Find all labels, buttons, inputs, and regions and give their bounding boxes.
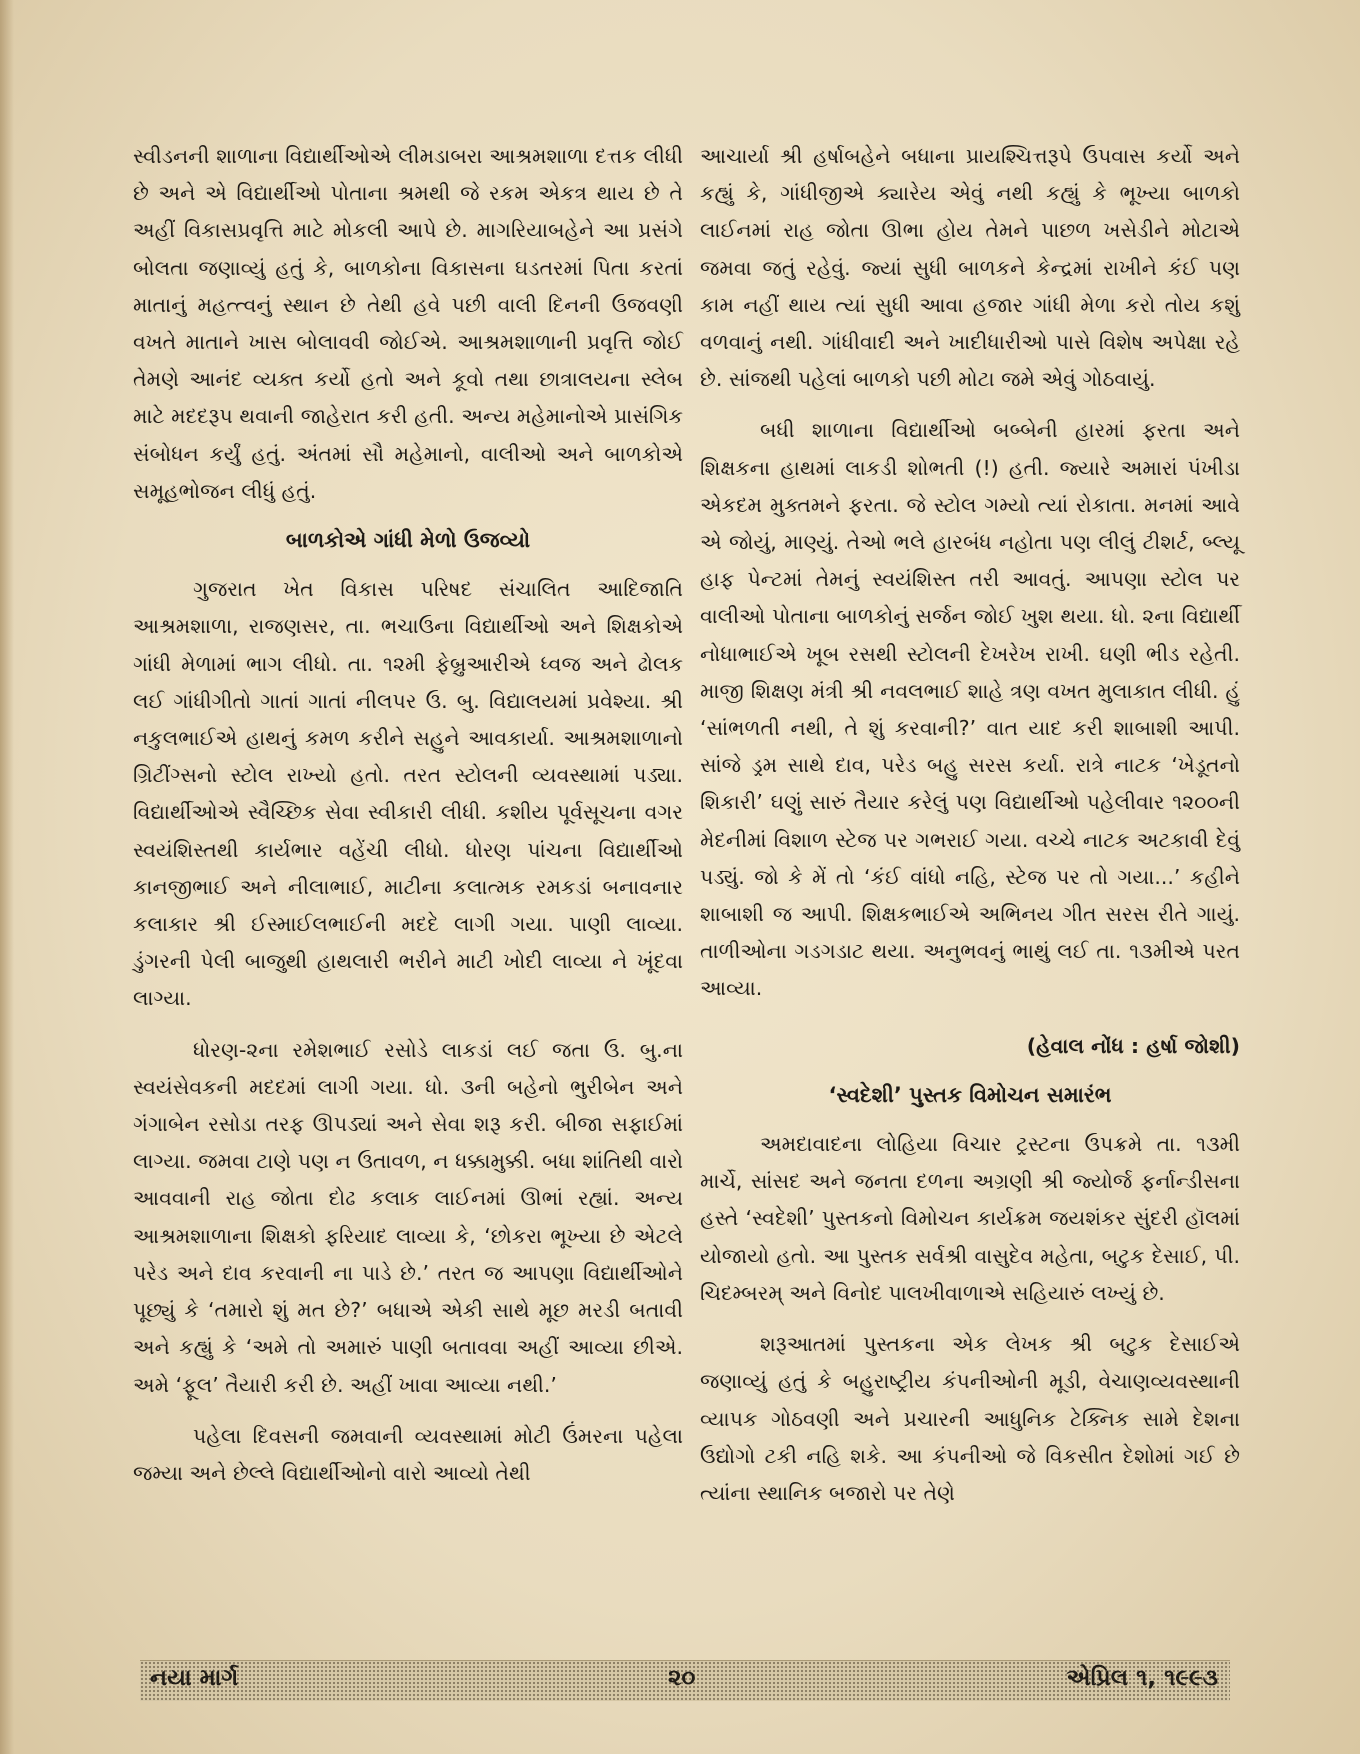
paragraph: ગુજરાત ખેત વિકાસ પરિષદ સંચાલિત આદિજાતિ આશ્રમશાળા, રાજણસર, તા. ભચાઉના વિદ્યાર્થીઓ અને શિક્ષકોએ ગાંધી મેળામાં ભાગ લીધો. તા. ૧૨મી ફેબ્રુઆરીએ ધ્વજ અને ઢોલક લઈ ગાંધીગીતો ગાતાં ગાતાં નીલપર ઉ. બુ. વિદ્યાલયમાં પ્રવેશ્યા. શ્રી નકુલભાઈએ હાથનું કમળ કરીને સહુને આવકાર્યા. આશ્રમશાળાનો ગ્રિટીંગ્સનો સ્ટોલ રાખ્યો હતો. તરત સ્ટોલની વ્યવસ્થામાં પડ્યા. વિદ્યાર્થીઓએ સ્વૈચ્છિક સેવા સ્વીકારી લીધી. કશીય પૂર્વસૂચના વગર સ્વયંશિસ્તથી કાર્યભાર વહેંચી લીધો. ધોરણ પાંચના વિદ્યાર્થીઓ કાનજીભાઈ અને નીલાભાઈ, માટીના કલાત્મક રમકડાં બનાવનાર કલાકાર શ્રી ઈસ્માઈલભાઈની મદદે લાગી ગયા. પાણી લાવ્યા. ડુંગરની પેલી બાજુથી હાથલારી ભરીને માટી ખોદી લાવ્યા ને ખૂંદવા લાગ્યા. (133, 577, 683, 1011)
section-heading: ‘સ્વદેશી’ પુસ્તક વિમોચન સમારંભ (828, 1082, 1112, 1107)
paragraph: શરૂઆતમાં પુસ્તકના એક લેખક શ્રી બટુક દેસાઈએ જણાવ્યું હતું કે બહુરાષ્ટ્રીય કંપનીઓની મૂડી, વેચાણવ્યવસ્થાની વ્યાપક ગોઠવણી અને પ્રચારની આધુનિક ટેક્નિક સામે દેશના ઉદ્યોગો ટકી નહિ શકે. આ કંપનીઓ જે વિકસીત દેશોમાં ગઈ છે ત્યાંના સ્થાનિક બજારો પર તેણે (700, 1332, 1240, 1505)
paragraph: પહેલા દિવસની જમવાની વ્યવસ્થામાં મોટી ઉંમરના પહેલા જમ્યા અને છેલ્લે વિદ્યાર્થીઓનો વારો આવ્યો તેથી (133, 1423, 683, 1485)
magazine-name: નયા માર્ગ (150, 1665, 239, 1691)
paragraph: અમદાવાદના લોહિયા વિચાર ટ્રસ્ટના ઉપક્રમે તા. ૧૩મી માર્ચે, સાંસદ અને જનતા દળના અગ્રણી શ્રી જ્યોર્જ ફર્નાન્ડીસના હસ્તે ‘સ્વદેશી’ પુસ્તકનો વિમોચન કાર્યક્રમ જયશંકર સુંદરી હૉલમાં યોજાયો હતો. આ પુસ્તક સર્વશ્રી વાસુદેવ મહેતા, બટુક દેસાઈ, પી. ચિદમ્બરમ્ અને વિનોદ પાલખીવાળાએ સહિયારું લખ્યું છે. (700, 1132, 1240, 1305)
left-column (133, 138, 683, 1492)
issue-date: એપ્રિલ ૧, ૧૯૯૩ (1066, 1665, 1218, 1691)
paragraph: સ્વીડનની શાળાના વિદ્યાર્થીઓએ લીમડાબરા આશ્રમશાળા દત્તક લીધી છે અને એ વિદ્યાર્થીઓ પોતાના શ્રમથી જે રકમ એકત્ર થાય છે તે અહીં વિકાસપ્રવૃત્તિ માટે મોકલી આપે છે. માગરિયાબહેને આ પ્રસંગે બોલતા જણાવ્યું હતું કે, બાળકોના વિકાસના ઘડતરમાં પિતા કરતાં માતાનું મહત્ત્વનું સ્થાન છે તેથી હવે પછી વાલી દિનની ઉજવણી વખતે માતાને ખાસ બોલાવવી જોઈએ. આશ્રમશાળાની પ્રવૃત્તિ જોઈ તેમણે આનંદ વ્યક્ત કર્યો હતો અને કૂવો તથા છાત્રાલયના સ્લેબ માટે મદદરૂપ થવાની જાહેરાત કરી હતી. અન્ય મહેમાનોએ પ્રાસંગિક સંબોધન કર્યું હતું. અંતમાં સૌ મહેમાનો, વાલીઓ અને બાળકોએ સમૂહભોજન લીધું હતું. (133, 144, 683, 503)
right-column (700, 138, 1240, 1512)
paragraph: બધી શાળાના વિદ્યાર્થીઓ બબ્બેની હારમાં ફરતા અને શિક્ષકના હાથમાં લાકડી શોભતી (!) હતી. જ્યારે અમારાં પંખીડા એકદમ મુક્તમને ફરતા. જે સ્ટોલ ગમ્યો ત્યાં રોકાતા. મનમાં આવે એ જોયું, માણ્યું. તેઓ ભલે હારબંધ નહોતા પણ લીલું ટીશર્ટ, બ્લ્યૂ હાફ પેન્ટમાં તેમનું સ્વયંશિસ્ત તરી આવતું. આપણા સ્ટોલ પર વાલીઓ પોતાના બાળકોનું સર્જન જોઈ ખુશ થયા. ધો. ૨ના વિદ્યાર્થી નોધાભાઈએ ખૂબ રસથી સ્ટોલની દેખરેખ રાખી. ઘણી ભીડ રહેતી. માજી શિક્ષણ મંત્રી શ્રી નવલભાઈ શાહે ત્રણ વખત મુલાકાત લીધી. હું ‘સાંભળતી નથી, તે શું કરવાની?’ વાત યાદ કરી શાબાશી આપી. સાંજે ડ્રમ સાથે દાવ, પરેડ બહુ સરસ કર્યા. રાત્રે નાટક ‘ખેડૂતનો શિકારી’ ઘણું સારું તૈયાર કરેલું પણ વિદ્યાર્થીઓ પહેલીવાર ૧૨૦૦ની મેદનીમાં વિશાળ સ્ટેજ પર ગભરાઈ ગયા. વચ્ચે નાટક અટકાવી દેવું પડ્યું. જો કે મેં તો ‘કંઈ વાંધો નહિ, સ્ટેજ પર તો ગયા...’ કહીને શાબાશી જ આપી. શિક્ષકભાઈએ અભિનય ગીત સરસ રીતે ગાયું. તાળીઓના ગડગડાટ થયા. અનુભવનું ભાથું લઈ તા. ૧૩મીએ પરત આવ્યા. (700, 418, 1240, 1001)
page-footer (140, 1660, 1230, 1701)
page-number: ૨૦ (668, 1665, 696, 1691)
section-heading: બાળકોએ ગાંધી મેળો ઉજવ્યો (285, 528, 531, 553)
page-edge-shadow (0, 0, 14, 1754)
report-signature: (હેવાલ નોંધ : હર્ષા જોશી) (1026, 1033, 1240, 1058)
paragraph: ધોરણ-૨ના રમેશભાઈ રસોડે લાકડાં લઈ જતા ઉ. બુ.ના સ્વયંસેવકની મદદમાં લાગી ગયા. ધો. ૩ની બહેનો ભુરીબેન અને ગંગાબેન રસોડા તરફ ઊપડ્યાં અને સેવા શરૂ કરી. બીજા સફાઈમાં લાગ્યા. જમવા ટાણે પણ ન ઉતાવળ, ન ધક્કામુક્કી. બધા શાંતિથી વારો આવવાની રાહ જોતા દોઢ કલાક લાઈનમાં ઊભાં રહ્યાં. અન્ય આશ્રમશાળાના શિક્ષકો ફરિયાદ લાવ્યા કે, ‘છોકરા ભૂખ્યા છે એટલે પરેડ અને દાવ કરવાની ના પાડે છે.’ તરત જ આપણા વિદ્યાર્થીઓને પૂછ્યું કે ‘તમારો શું મત છે?’ બધાએ એકી સાથે મૂછ મરડી બતાવી અને કહ્યું કે ‘અમે તો અમારું પાણી બતાવવા અહીં આવ્યા છીએ. અમે ‘ફૂલ’ તૈયારી કરી છે. અહીં ખાવા આવ્યા નથી.’ (133, 1037, 683, 1397)
paragraph: આચાર્યા શ્રી હર્ષાબહેને બધાના પ્રાયશ્ચિત્તરૂપે ઉપવાસ કર્યો અને કહ્યું કે, ગાંધીજીએ ક્યારેય એવું નથી કહ્યું કે ભૂખ્યા બાળકો લાઈનમાં રાહ જોતા ઊભા હોય તેમને પાછળ ખસેડીને મોટાએ જમવા જતું રહેવું. જ્યાં સુધી બાળકને કેન્દ્રમાં રાખીને કંઈ પણ કામ નહીં થાય ત્યાં સુધી આવા હજાર ગાંધી મેળા કરો તોય કશું વળવાનું નથી. ગાંધીવાદી અને ખાદીધારીઓ પાસે વિશેષ અપેક્ષા રહે છે. સાંજથી પહેલાં બાળકો પછી મોટા જમે એવું ગોઠવાયું. (700, 144, 1240, 392)
